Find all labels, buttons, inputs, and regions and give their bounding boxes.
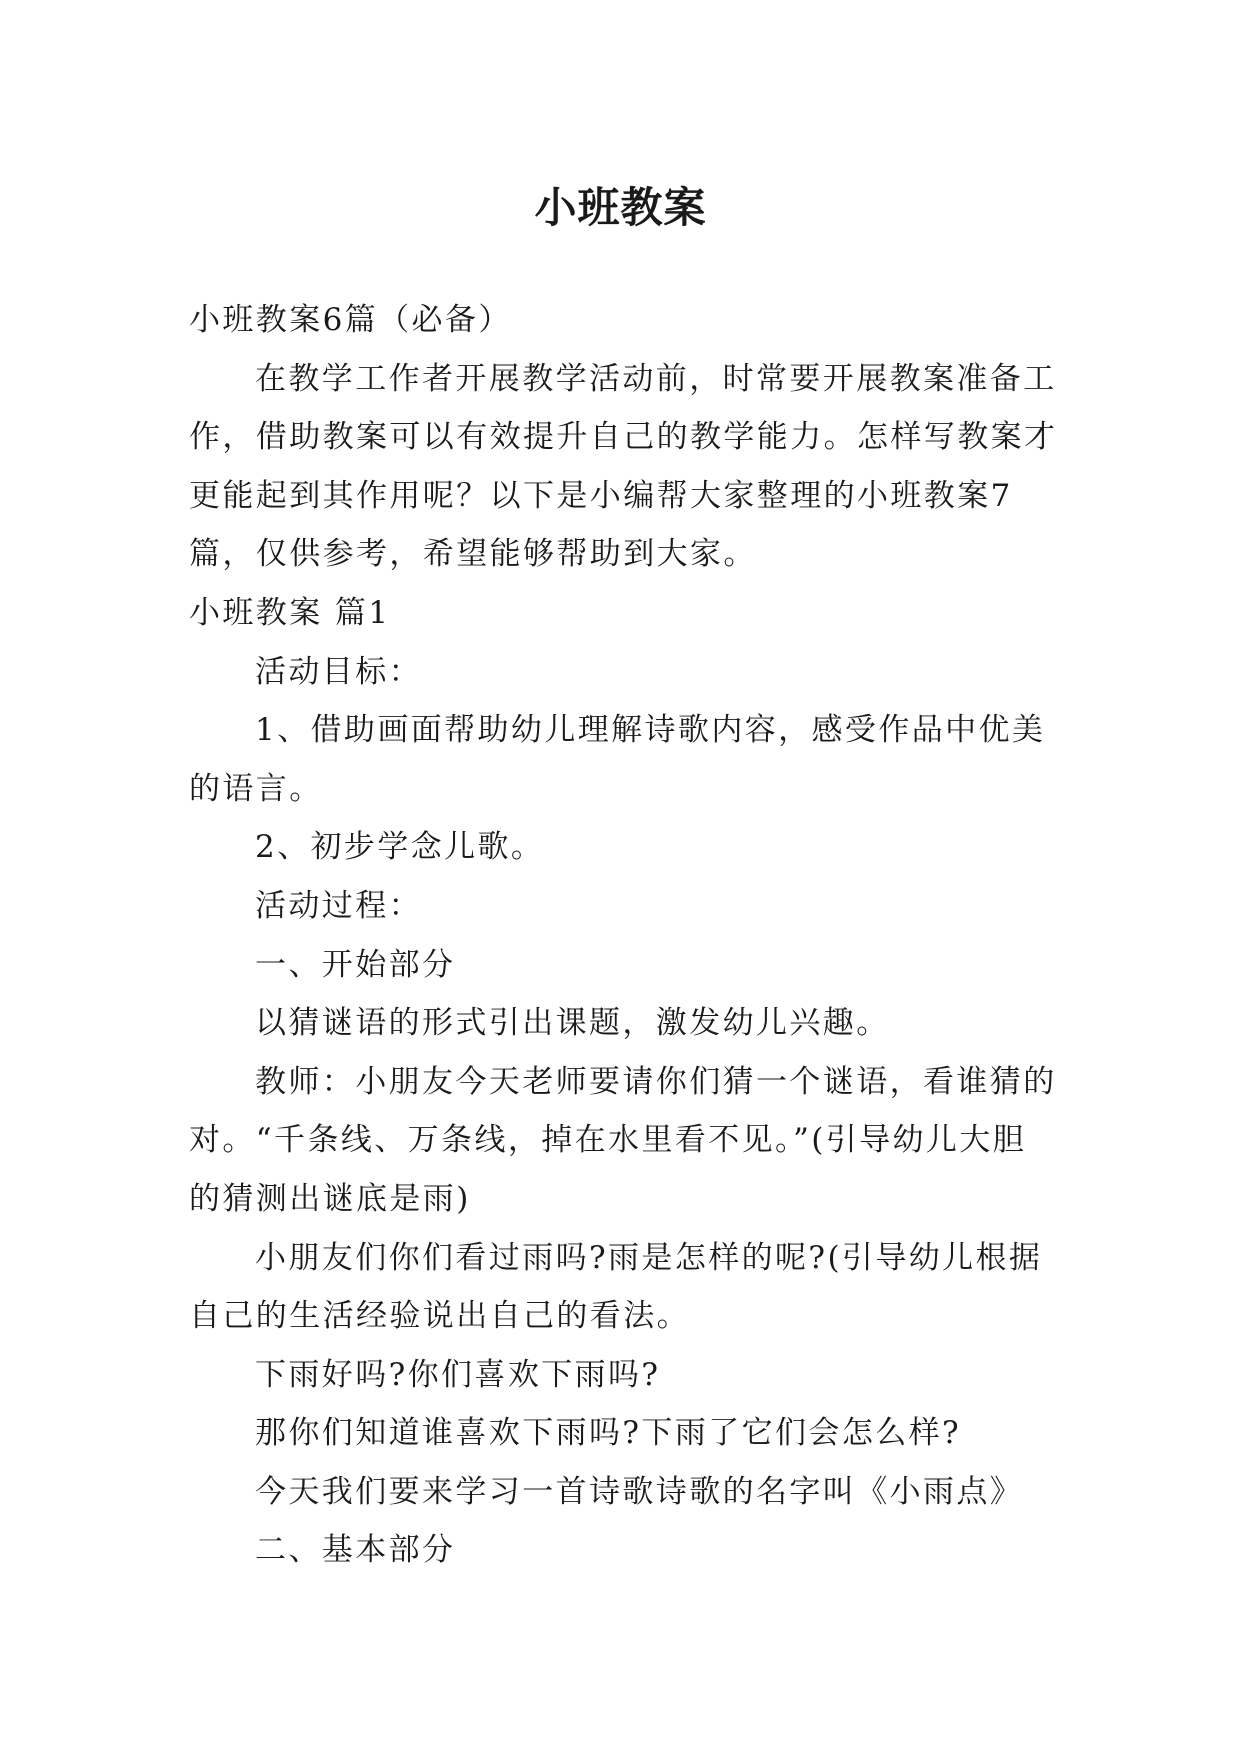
- paragraph: 1、借助画面帮助幼儿理解诗歌内容，感受作品中优美的语言。: [189, 712, 1046, 807]
- paragraph: 下雨好吗?你们喜欢下雨吗?: [255, 1356, 661, 1393]
- paragraph: 小班教案6篇（必备）: [189, 302, 512, 338]
- page-title: 小班教案: [534, 183, 707, 233]
- paragraph: 一、开始部分: [255, 946, 456, 983]
- paragraph: 活动目标：: [255, 653, 422, 690]
- paragraph: 在教学工作者开展教学活动前，时常要开展教案准备工作，借助教案可以有效提升自己的教学能力。怎样写教案才更能起到其作用呢？以下是小编帮大家整理的小班教案7篇，仅供参考，希望能够帮助到大家。: [189, 360, 1058, 573]
- paragraph: 小班教案 篇1: [189, 594, 391, 631]
- document-body: [189, 291, 1059, 1580]
- paragraph: 小朋友们你们看过雨吗?雨是怎样的呢?(引导幼儿根据自己的生活经验说出自己的看法。: [189, 1239, 1043, 1335]
- paragraph: 今天我们要来学习一首诗歌诗歌的名字叫《小雨点》: [255, 1473, 1024, 1510]
- paragraph: 那你们知道谁喜欢下雨吗?下雨了它们会怎么样?: [255, 1415, 962, 1452]
- paragraph: 活动过程：: [255, 887, 422, 924]
- paragraph: 2、初步学念儿歌。: [255, 829, 545, 866]
- paragraph: 二、基本部分: [255, 1532, 456, 1569]
- paragraph: 教师：小朋友今天老师要请你们猜一个谜语，看谁猜的对。“千条线、万条线，掉在水里看不见。”(引导幼儿大胆的猜测出谜底是雨): [189, 1063, 1057, 1217]
- paragraph: 以猜谜语的形式引出课题，激发幼儿兴趣。: [255, 1005, 890, 1042]
